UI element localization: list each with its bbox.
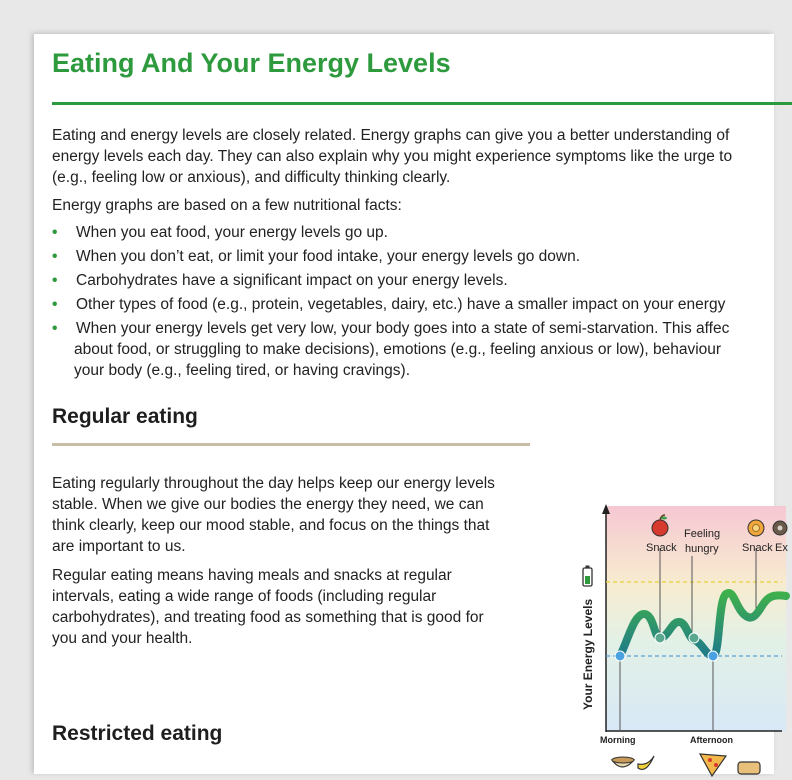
- point-hungry: [689, 633, 699, 643]
- bullet-dot: •: [52, 224, 58, 241]
- point-afternoon: [708, 651, 718, 661]
- bullet-text: When your energy levels get very low, your body goes into a state of semi-starvation. This affec: [76, 320, 730, 337]
- bullet-text: Carbohydrates have a significant impact on your energy levels.: [76, 272, 508, 289]
- cookie-icon: [748, 520, 764, 536]
- bullet-dot: •: [52, 320, 58, 337]
- cereal-bowl-icon: [612, 757, 634, 767]
- regular-para2-line-2: intervals, eating a wide range of foods (including regular: [52, 588, 437, 605]
- bullet-text: When you don’t eat, or limit your food intake, your energy levels go down.: [76, 248, 581, 265]
- battery-icon: [583, 566, 592, 587]
- intro-line-3: (e.g., feeling low or anxious), and difficulty thinking clearly.: [52, 169, 451, 186]
- title-divider: [52, 102, 792, 105]
- regular-eating-heading: Regular eating: [52, 405, 198, 428]
- x-label-morning: Morning: [600, 735, 636, 745]
- sandwich-icon: [738, 762, 760, 774]
- banana-icon: [638, 756, 654, 770]
- page-title: Eating And Your Energy Levels: [52, 48, 451, 78]
- regular-para2-line-3: carbohydrates), and treating food as something that is good for: [52, 609, 484, 626]
- point-morning: [615, 651, 625, 661]
- x-label-afternoon: Afternoon: [690, 735, 733, 745]
- regular-eating-divider: [52, 443, 530, 446]
- regular-para1-line-4: are important to us.: [52, 538, 186, 555]
- point-snack-1: [655, 633, 665, 643]
- pizza-icon: [700, 754, 726, 776]
- bullet-5-line-2: about food, or struggling to make decisions), emotions (e.g., feeling anxious or low), behaviour: [74, 341, 722, 358]
- bullet-text: When you eat food, your energy levels go up.: [76, 224, 388, 241]
- bullet-dot: •: [52, 296, 58, 313]
- annotation-cut: Ex: [775, 542, 788, 554]
- annotation-hungry: hungry: [685, 543, 719, 555]
- facts-lead: Energy graphs are based on a few nutritional facts:: [52, 197, 402, 214]
- regular-para2-line-4: you and your health.: [52, 630, 193, 647]
- bullet-dot: •: [52, 272, 58, 289]
- bullet-text: Other types of food (e.g., protein, vegetables, dairy, etc.) have a smaller impact on your energy: [76, 296, 726, 313]
- regular-para1-line-1: Eating regularly throughout the day helps keep our energy levels: [52, 475, 495, 492]
- restricted-eating-heading: Restricted eating: [52, 722, 223, 745]
- bullet-dot: •: [52, 248, 58, 265]
- regular-para2-line-1: Regular eating means having meals and snacks at regular: [52, 567, 452, 584]
- regular-para1-line-2: stable. When we give our bodies the energy they need, we can: [52, 496, 484, 513]
- intro-line-2: energy levels each day. They can also explain why you might experience symptoms like the urge to: [52, 148, 733, 165]
- annotation-snack-2: Snack: [742, 542, 773, 554]
- document-page: [34, 34, 788, 774]
- annotation-snack-1: Snack: [646, 542, 677, 554]
- bullet-5-line-3: your body (e.g., feeling tired, or having cravings).: [74, 362, 411, 379]
- intro-line-1: Eating and energy levels are closely related. Energy graphs can give you a better understanding of: [52, 127, 730, 144]
- donut-icon: [773, 521, 787, 535]
- annotation-feeling: Feeling: [684, 528, 721, 540]
- y-axis-label: Your Energy Levels: [581, 598, 595, 710]
- regular-para1-line-3: think clearly, keep our mood stable, and focus on the things that: [52, 517, 490, 534]
- energy-graph: [542, 470, 788, 780]
